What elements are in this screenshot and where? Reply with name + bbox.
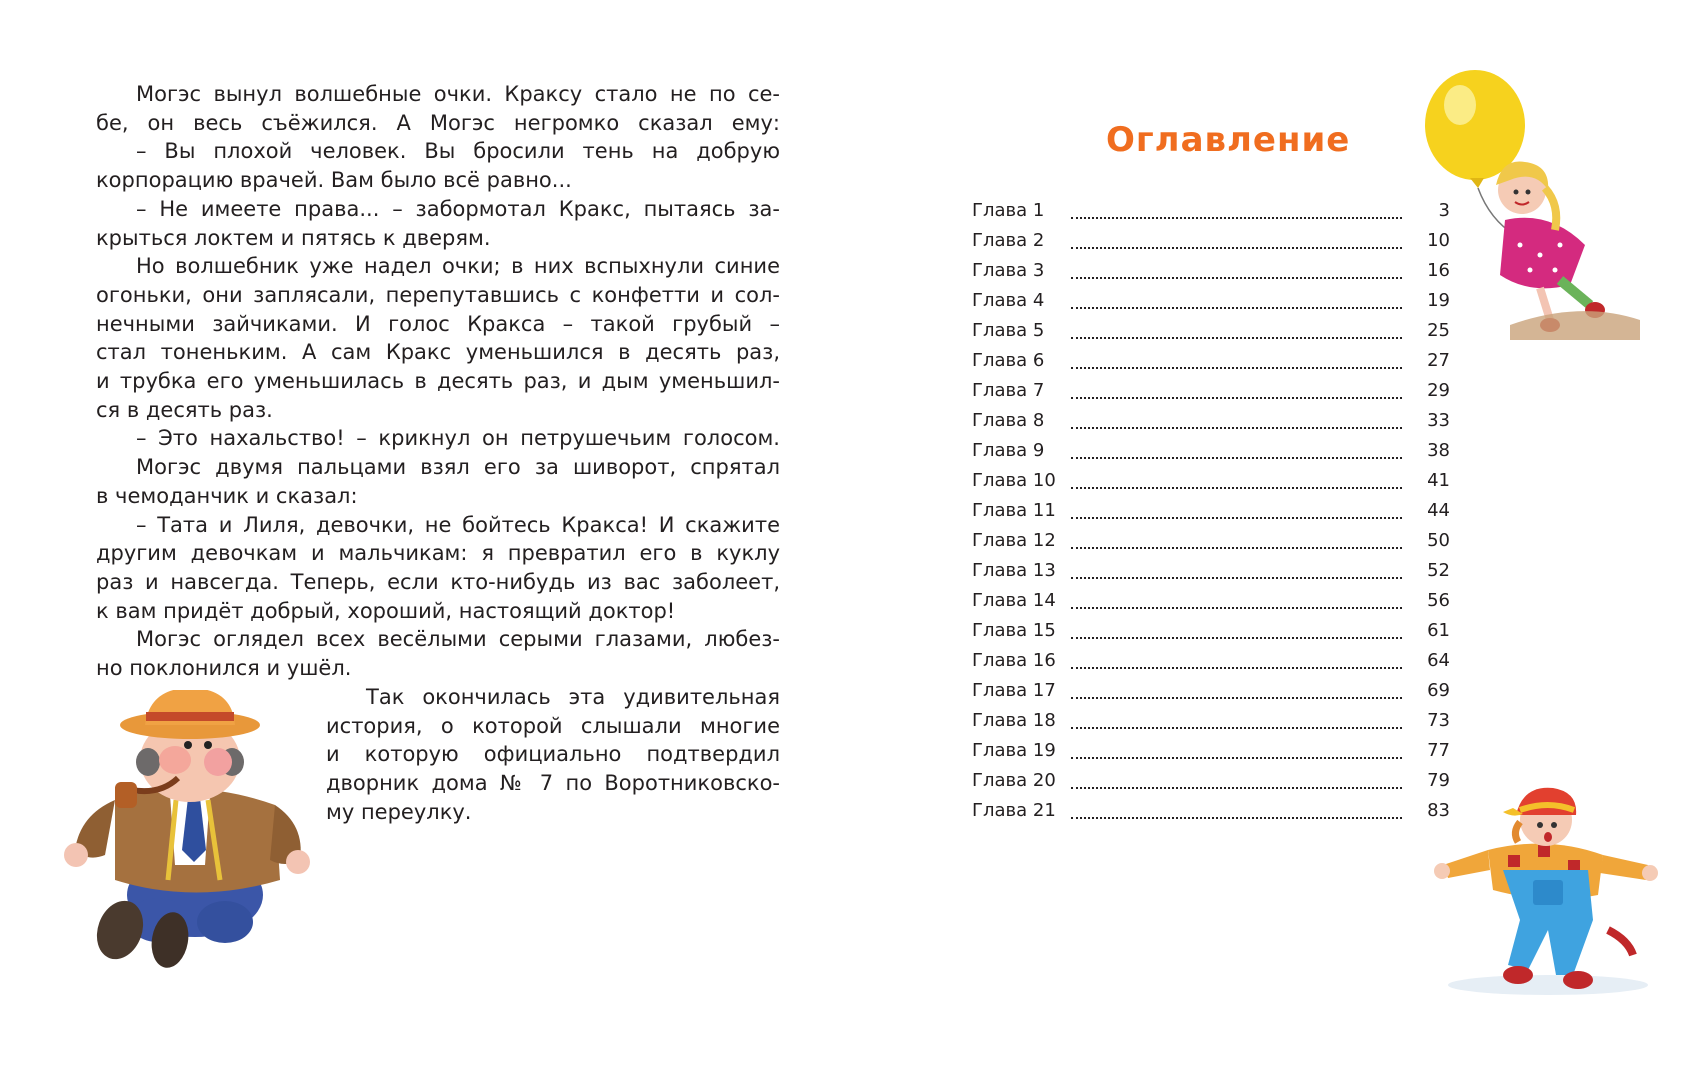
toc-chapter-label: Глава 8 (972, 410, 1045, 431)
toc-entry[interactable] (972, 736, 1450, 766)
toc-entry[interactable] (972, 796, 1450, 826)
toc-chapter-label: Глава 13 (972, 560, 1056, 581)
toc-dot-leader (1071, 397, 1402, 399)
text-line: и которую официально подтвердил (326, 742, 780, 767)
toc-page-number: 56 (1427, 590, 1450, 611)
toc-chapter-label: Глава 2 (972, 230, 1045, 251)
toc-dot-leader (1071, 727, 1402, 729)
toc-dot-leader (1071, 487, 1402, 489)
toc-title: Оглавление (1106, 120, 1351, 160)
toc-chapter-label: Глава 6 (972, 350, 1045, 371)
toc-dot-leader (1071, 457, 1402, 459)
text-line: Могэс вынул волшебные очки. Краксу стало не по се- (136, 82, 780, 106)
toc-chapter-label: Глава 5 (972, 320, 1045, 341)
toc-entry[interactable] (972, 706, 1450, 736)
toc-page-number: 38 (1427, 440, 1450, 461)
toc-dot-leader (1071, 307, 1402, 309)
story-ending-text (326, 683, 780, 827)
text-line: стал тоненьким. А сам Кракс уменьшился в десять раз, (96, 340, 780, 365)
text-line: огоньки, они заплясали, перепутавшись с конфетти и сол- (96, 282, 780, 307)
toc-entry[interactable] (972, 286, 1450, 316)
toc-entry[interactable] (972, 526, 1450, 556)
toc-chapter-label: Глава 15 (972, 620, 1056, 641)
toc-page-number: 83 (1427, 800, 1450, 821)
text-line: история, о которой слышали многие (326, 713, 780, 738)
toc-chapter-label: Глава 20 (972, 770, 1056, 791)
toc-chapter-label: Глава 12 (972, 530, 1056, 551)
toc-chapter-label: Глава 14 (972, 590, 1056, 611)
toc-entry[interactable] (972, 646, 1450, 676)
toc-page-number: 10 (1427, 230, 1450, 251)
toc-page-number: 61 (1427, 620, 1450, 641)
text-line: Могэс двумя пальцами взял его за шиворот, спрятал (136, 455, 780, 480)
toc-chapter-label: Глава 16 (972, 650, 1056, 671)
text-line: дворник дома № 7 по Воротниковско- (326, 771, 780, 796)
toc-entry[interactable] (972, 226, 1450, 256)
toc-entry[interactable] (972, 676, 1450, 706)
text-line: Могэс оглядел всех весёлыми серыми глазами, любез- (136, 627, 780, 652)
toc-dot-leader (1071, 637, 1402, 639)
toc-page-number: 64 (1427, 650, 1450, 671)
toc-entry[interactable] (972, 766, 1450, 796)
text-line: нечными зайчиками. И голос Кракса – такой грубый – (96, 311, 780, 336)
table-of-contents (972, 196, 1450, 826)
toc-page-number: 33 (1427, 410, 1450, 431)
toc-page-number: 29 (1427, 380, 1450, 401)
toc-chapter-label: Глава 18 (972, 710, 1056, 731)
toc-dot-leader (1071, 667, 1402, 669)
toc-dot-leader (1071, 607, 1402, 609)
toc-dot-leader (1071, 277, 1402, 279)
toc-entry[interactable] (972, 466, 1450, 496)
story-text (96, 80, 780, 683)
text-line: но поклонился и ушёл. (96, 656, 352, 681)
toc-page-number: 52 (1427, 560, 1450, 581)
text-line: корпорацию врачей. Вам было всё равно... (96, 168, 572, 193)
toc-page-number: 69 (1427, 680, 1450, 701)
toc-page-number: 19 (1427, 290, 1450, 311)
toc-page-number: 79 (1427, 770, 1450, 791)
toc-chapter-label: Глава 3 (972, 260, 1045, 281)
toc-page-number: 44 (1427, 500, 1450, 521)
toc-entry[interactable] (972, 406, 1450, 436)
girl-with-balloon-illustration (1410, 70, 1640, 340)
toc-entry[interactable] (972, 196, 1450, 226)
toc-chapter-label: Глава 11 (972, 500, 1056, 521)
toc-page-number: 25 (1427, 320, 1450, 341)
toc-chapter-label: Глава 1 (972, 200, 1045, 221)
toc-chapter-label: Глава 17 (972, 680, 1056, 701)
toc-entry[interactable] (972, 376, 1450, 406)
toc-chapter-label: Глава 4 (972, 290, 1045, 311)
toc-page-number: 73 (1427, 710, 1450, 731)
toc-page-number: 41 (1427, 470, 1450, 491)
toc-dot-leader (1071, 577, 1402, 579)
toc-chapter-label: Глава 9 (972, 440, 1045, 461)
toc-entry[interactable] (972, 616, 1450, 646)
toc-page-number: 27 (1427, 350, 1450, 371)
toc-chapter-label: Глава 19 (972, 740, 1056, 761)
toc-page-number: 16 (1427, 260, 1450, 281)
toc-chapter-label: Глава 10 (972, 470, 1056, 491)
text-line: к вам придёт добрый, хороший, настоящий доктор! (96, 598, 676, 623)
text-line: – Не имеете права... – забормотал Кракс, пытаясь за- (136, 196, 780, 221)
toc-dot-leader (1071, 517, 1402, 519)
text-line: – Это нахальство! – крикнул он петрушечьим голосом. (136, 426, 780, 451)
text-line: бе, он весь съёжился. А Могэс негромко сказал ему: (96, 110, 780, 135)
text-line: му переулку. (326, 799, 472, 824)
toc-dot-leader (1071, 697, 1402, 699)
old-man-with-pipe-illustration (60, 690, 320, 970)
toc-dot-leader (1071, 337, 1402, 339)
toc-page-number: 50 (1427, 530, 1450, 551)
text-line: Так окончилась эта удивительная (366, 685, 780, 709)
toc-chapter-label: Глава 21 (972, 800, 1056, 821)
text-line: крыться локтем и пятясь к дверям. (96, 225, 491, 250)
toc-dot-leader (1071, 757, 1402, 759)
toc-entry[interactable] (972, 346, 1450, 376)
toc-page-number: 3 (1438, 200, 1450, 221)
toc-entry[interactable] (972, 316, 1450, 346)
toc-chapter-label: Глава 7 (972, 380, 1045, 401)
text-line: – Вы плохой человек. Вы бросили тень на добрую (136, 139, 780, 164)
toc-dot-leader (1071, 547, 1402, 549)
running-boy-illustration (1428, 770, 1668, 1000)
toc-dot-leader (1071, 217, 1402, 219)
toc-entry[interactable] (972, 496, 1450, 526)
text-line: – Тата и Лиля, девочки, не бойтесь Кракса! И скажите (136, 512, 780, 537)
toc-entry[interactable] (972, 436, 1450, 466)
toc-dot-leader (1071, 787, 1402, 789)
toc-entry[interactable] (972, 256, 1450, 286)
toc-page-number: 77 (1427, 740, 1450, 761)
toc-entry[interactable] (972, 556, 1450, 586)
toc-entry[interactable] (972, 586, 1450, 616)
text-line: раз и навсегда. Теперь, если кто-нибудь из вас заболеет, (96, 569, 780, 594)
text-line: в чемоданчик и сказал: (96, 483, 358, 508)
text-line: другим девочкам и мальчикам: я превратил его в куклу (96, 541, 780, 566)
toc-dot-leader (1071, 367, 1402, 369)
text-line: Но волшебник уже надел очки; в них вспыхнули синие (136, 254, 780, 279)
text-line: ся в десять раз. (96, 397, 273, 422)
toc-dot-leader (1071, 247, 1402, 249)
toc-dot-leader (1071, 817, 1402, 819)
text-line: и трубка его уменьшилась в десять раз, и дым уменьшил- (96, 369, 780, 394)
toc-dot-leader (1071, 427, 1402, 429)
